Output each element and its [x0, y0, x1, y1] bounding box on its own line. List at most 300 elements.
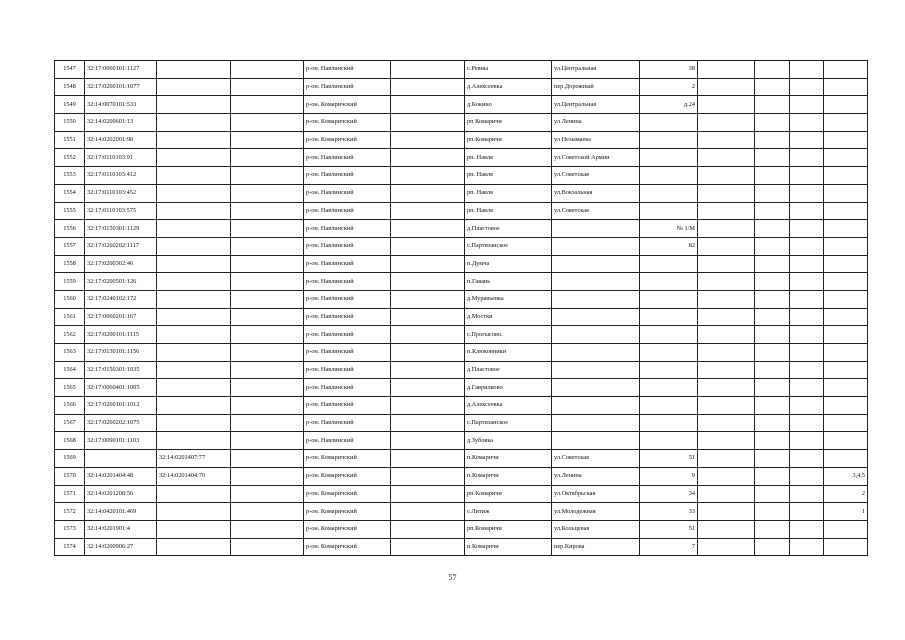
row-number-cell: 1572 — [55, 503, 85, 521]
empty-cell — [755, 344, 790, 362]
locality-cell: п.Гавань — [465, 273, 552, 291]
table-row — [55, 202, 868, 220]
street-cell: ул.Кольцевая — [552, 520, 640, 538]
empty-cell — [231, 467, 304, 485]
empty-cell — [391, 149, 465, 167]
row-number-cell: 1555 — [55, 202, 85, 220]
cadastral-number-cell: 32:17:0240102:172 — [85, 290, 157, 308]
empty-cell — [231, 361, 304, 379]
cadastral-number-cell: 32:17:0200501:126 — [85, 273, 157, 291]
empty-cell — [698, 220, 755, 238]
house-number-cell — [640, 131, 698, 149]
row-number-cell: 1558 — [55, 255, 85, 273]
locality-cell: рп. Навля — [465, 167, 552, 185]
empty-cell — [698, 78, 755, 96]
empty-cell — [231, 273, 304, 291]
street-cell: ул.Молодежная — [552, 503, 640, 521]
house-number-cell — [640, 273, 698, 291]
empty-cell — [755, 61, 790, 79]
empty-cell — [231, 379, 304, 397]
row-number-cell: 1574 — [55, 538, 85, 556]
house-number-cell — [640, 202, 698, 220]
house-number-cell: 38 — [640, 61, 698, 79]
cadastral-number-cell: 32:14:0202001:98 — [85, 131, 157, 149]
district-cell: р-он. Навлинский — [304, 344, 391, 362]
empty-cell — [391, 290, 465, 308]
empty-cell — [391, 450, 465, 468]
locality-cell: с.Ревны — [465, 61, 552, 79]
locality-cell: с.Литиж — [465, 503, 552, 521]
street-cell: ул.Советская — [552, 450, 640, 468]
empty-cell — [698, 379, 755, 397]
empty-cell — [790, 114, 824, 132]
district-cell: р-он. Комаричский — [304, 485, 391, 503]
street-cell — [552, 344, 640, 362]
cadastral-number-cell: 32:17:0090101:1103 — [85, 432, 157, 450]
house-number-cell: 2 — [640, 78, 698, 96]
cadastral-number-2-cell — [157, 538, 231, 556]
locality-cell: с.Партизанское — [465, 237, 552, 255]
cadastral-number-cell: 32:17:0110103:575 — [85, 202, 157, 220]
empty-cell — [790, 255, 824, 273]
apartment-cell — [824, 450, 868, 468]
empty-cell — [698, 538, 755, 556]
empty-cell — [231, 131, 304, 149]
apartment-cell — [824, 131, 868, 149]
apartment-cell — [824, 538, 868, 556]
house-number-cell: 7 — [640, 538, 698, 556]
empty-cell — [755, 485, 790, 503]
empty-cell — [755, 149, 790, 167]
row-number-cell: 1570 — [55, 467, 85, 485]
cadastral-number-cell: 32:17:0110103:412 — [85, 167, 157, 185]
apartment-cell — [824, 96, 868, 114]
district-cell: р-он. Навлинский — [304, 326, 391, 344]
street-cell — [552, 220, 640, 238]
row-number-cell: 1556 — [55, 220, 85, 238]
empty-cell — [231, 344, 304, 362]
locality-cell: п.Комаричи — [465, 467, 552, 485]
apartment-cell — [824, 344, 868, 362]
house-number-cell — [640, 326, 698, 344]
empty-cell — [391, 538, 465, 556]
empty-cell — [790, 78, 824, 96]
cadastral-number-cell: 32:14:0200906:27 — [85, 538, 157, 556]
empty-cell — [391, 255, 465, 273]
apartment-cell — [824, 414, 868, 432]
house-number-cell: 9 — [640, 467, 698, 485]
empty-cell — [755, 467, 790, 485]
street-cell: ул.Ленина — [552, 467, 640, 485]
table-row — [55, 432, 868, 450]
row-number-cell: 1567 — [55, 414, 85, 432]
table-row — [55, 397, 868, 415]
registry-table — [54, 60, 868, 556]
empty-cell — [755, 114, 790, 132]
street-cell — [552, 361, 640, 379]
table-row — [55, 255, 868, 273]
empty-cell — [790, 237, 824, 255]
table-row — [55, 78, 868, 96]
empty-cell — [231, 237, 304, 255]
empty-cell — [231, 114, 304, 132]
street-cell — [552, 397, 640, 415]
table-row — [55, 114, 868, 132]
empty-cell — [698, 61, 755, 79]
empty-cell — [698, 503, 755, 521]
cadastral-number-2-cell — [157, 485, 231, 503]
cadastral-number-2-cell — [157, 290, 231, 308]
table-row — [55, 149, 868, 167]
registry-body — [55, 61, 868, 556]
empty-cell — [231, 485, 304, 503]
locality-cell: с.Партизанское — [465, 414, 552, 432]
empty-cell — [790, 344, 824, 362]
empty-cell — [755, 255, 790, 273]
locality-cell: д.Пластовое — [465, 361, 552, 379]
table-row — [55, 308, 868, 326]
empty-cell — [698, 290, 755, 308]
empty-cell — [755, 308, 790, 326]
house-number-cell: 51 — [640, 450, 698, 468]
district-cell: р-он. Навлинский — [304, 237, 391, 255]
district-cell: р-он. Навлинский — [304, 308, 391, 326]
row-number-cell: 1557 — [55, 237, 85, 255]
empty-cell — [698, 308, 755, 326]
empty-cell — [698, 397, 755, 415]
apartment-cell: 3,4,5 — [824, 467, 868, 485]
empty-cell — [790, 520, 824, 538]
locality-cell: рп.Комаричи — [465, 520, 552, 538]
empty-cell — [790, 361, 824, 379]
empty-cell — [698, 255, 755, 273]
street-cell — [552, 379, 640, 397]
district-cell: р-он. Навлинский — [304, 149, 391, 167]
empty-cell — [231, 184, 304, 202]
empty-cell — [391, 167, 465, 185]
district-cell: р-он. Комаричский — [304, 131, 391, 149]
empty-cell — [231, 202, 304, 220]
district-cell: р-он. Навлинский — [304, 61, 391, 79]
row-number-cell: 1550 — [55, 114, 85, 132]
locality-cell: д.Муравьевка — [465, 290, 552, 308]
cadastral-number-cell — [85, 450, 157, 468]
locality-cell: с.Прогысово. — [465, 326, 552, 344]
apartment-cell — [824, 273, 868, 291]
empty-cell — [391, 361, 465, 379]
empty-cell — [231, 308, 304, 326]
locality-cell: д.Зубовка — [465, 432, 552, 450]
row-number-cell: 1564 — [55, 361, 85, 379]
empty-cell — [790, 538, 824, 556]
district-cell: р-он. Навлинский — [304, 432, 391, 450]
apartment-cell — [824, 397, 868, 415]
district-cell: р-он. Навлинский — [304, 202, 391, 220]
empty-cell — [391, 308, 465, 326]
house-number-cell — [640, 114, 698, 132]
empty-cell — [755, 538, 790, 556]
empty-cell — [790, 149, 824, 167]
cadastral-number-2-cell — [157, 167, 231, 185]
cadastral-number-cell: 32:17:0060201:167 — [85, 308, 157, 326]
row-number-cell: 1573 — [55, 520, 85, 538]
row-number-cell: 1568 — [55, 432, 85, 450]
table-row — [55, 503, 868, 521]
locality-cell: д.Алексеевка — [465, 397, 552, 415]
row-number-cell: 1548 — [55, 78, 85, 96]
empty-cell — [790, 414, 824, 432]
apartment-cell — [824, 379, 868, 397]
row-number-cell: 1561 — [55, 308, 85, 326]
apartment-cell — [824, 290, 868, 308]
cadastral-number-2-cell — [157, 432, 231, 450]
cadastral-number-2-cell: 32:14:0201404:70 — [157, 467, 231, 485]
locality-cell: д.Кокино — [465, 96, 552, 114]
empty-cell — [698, 149, 755, 167]
street-cell — [552, 255, 640, 273]
row-number-cell: 1552 — [55, 149, 85, 167]
empty-cell — [755, 450, 790, 468]
empty-cell — [391, 344, 465, 362]
row-number-cell: 1549 — [55, 96, 85, 114]
cadastral-number-2-cell — [157, 237, 231, 255]
district-cell: р-он. Навлинский — [304, 361, 391, 379]
locality-cell: рп.Комаричи — [465, 131, 552, 149]
row-number-cell: 1554 — [55, 184, 85, 202]
cadastral-number-2-cell — [157, 361, 231, 379]
cadastral-number-cell: 32:17:0060401:1005 — [85, 379, 157, 397]
table-row — [55, 485, 868, 503]
house-number-cell: 51 — [640, 520, 698, 538]
cadastral-number-2-cell — [157, 78, 231, 96]
table-row — [55, 237, 868, 255]
cadastral-number-cell: 32:17:0110103:452 — [85, 184, 157, 202]
apartment-cell — [824, 432, 868, 450]
district-cell: р-он. Навлинский — [304, 290, 391, 308]
street-cell — [552, 326, 640, 344]
empty-cell — [391, 326, 465, 344]
empty-cell — [231, 78, 304, 96]
house-number-cell — [640, 379, 698, 397]
table-row — [55, 414, 868, 432]
locality-cell: рп.Комаричи — [465, 485, 552, 503]
district-cell: р-он. Комаричский — [304, 538, 391, 556]
cadastral-number-cell: 32:17:0150301:1035 — [85, 361, 157, 379]
empty-cell — [755, 397, 790, 415]
street-cell — [552, 237, 640, 255]
empty-cell — [231, 167, 304, 185]
empty-cell — [231, 414, 304, 432]
table-row — [55, 184, 868, 202]
empty-cell — [790, 290, 824, 308]
street-cell: пер.Дорожный — [552, 78, 640, 96]
empty-cell — [698, 202, 755, 220]
apartment-cell — [824, 520, 868, 538]
cadastral-number-cell: 32:17:0200101:1115 — [85, 326, 157, 344]
table-row — [55, 467, 868, 485]
cadastral-number-2-cell — [157, 149, 231, 167]
row-number-cell: 1569 — [55, 450, 85, 468]
empty-cell — [755, 167, 790, 185]
district-cell: р-он. Комаричский — [304, 467, 391, 485]
district-cell: р-он. Комаричский — [304, 114, 391, 132]
apartment-cell — [824, 202, 868, 220]
empty-cell — [755, 432, 790, 450]
house-number-cell — [640, 344, 698, 362]
street-cell — [552, 273, 640, 291]
empty-cell — [231, 397, 304, 415]
table-row — [55, 538, 868, 556]
cadastral-number-2-cell — [157, 202, 231, 220]
table-row — [55, 344, 868, 362]
empty-cell — [755, 414, 790, 432]
empty-cell — [391, 184, 465, 202]
apartment-cell — [824, 78, 868, 96]
cadastral-number-2-cell — [157, 131, 231, 149]
empty-cell — [391, 96, 465, 114]
cadastral-number-cell: 32:14:0200601:13 — [85, 114, 157, 132]
empty-cell — [391, 61, 465, 79]
row-number-cell: 1566 — [55, 397, 85, 415]
cadastral-number-2-cell — [157, 414, 231, 432]
district-cell: р-он. Комаричский — [304, 520, 391, 538]
street-cell — [552, 414, 640, 432]
street-cell: ул.Центральная — [552, 96, 640, 114]
cadastral-number-cell: 32:14:0201208:56 — [85, 485, 157, 503]
cadastral-number-cell: 32:17:0060101:1127 — [85, 61, 157, 79]
empty-cell — [790, 220, 824, 238]
street-cell: ул Незымаева — [552, 131, 640, 149]
empty-cell — [231, 503, 304, 521]
empty-cell — [391, 237, 465, 255]
apartment-cell — [824, 308, 868, 326]
table-row — [55, 220, 868, 238]
empty-cell — [231, 255, 304, 273]
empty-cell — [231, 96, 304, 114]
row-number-cell: 1563 — [55, 344, 85, 362]
apartment-cell — [824, 149, 868, 167]
empty-cell — [391, 78, 465, 96]
empty-cell — [698, 114, 755, 132]
empty-cell — [231, 432, 304, 450]
row-number-cell: 1562 — [55, 326, 85, 344]
empty-cell — [790, 503, 824, 521]
empty-cell — [391, 379, 465, 397]
empty-cell — [391, 397, 465, 415]
cadastral-number-2-cell — [157, 114, 231, 132]
locality-cell: рп. Навля — [465, 184, 552, 202]
empty-cell — [790, 131, 824, 149]
locality-cell: д.Пластовое — [465, 220, 552, 238]
empty-cell — [755, 237, 790, 255]
cadastral-number-2-cell — [157, 503, 231, 521]
table-row — [55, 379, 868, 397]
empty-cell — [755, 220, 790, 238]
apartment-cell — [824, 237, 868, 255]
row-number-cell: 1553 — [55, 167, 85, 185]
empty-cell — [391, 131, 465, 149]
empty-cell — [790, 273, 824, 291]
empty-cell — [698, 96, 755, 114]
locality-cell: п.Клюковники — [465, 344, 552, 362]
cadastral-number-2-cell: 32:14:0201407:77 — [157, 450, 231, 468]
cadastral-number-2-cell — [157, 220, 231, 238]
row-number-cell: 1551 — [55, 131, 85, 149]
table-row — [55, 450, 868, 468]
house-number-cell: 33 — [640, 503, 698, 521]
row-number-cell: 1559 — [55, 273, 85, 291]
cadastral-number-2-cell — [157, 379, 231, 397]
empty-cell — [755, 361, 790, 379]
locality-cell: рп. Навля — [465, 149, 552, 167]
house-number-cell — [640, 308, 698, 326]
house-number-cell: 82 — [640, 237, 698, 255]
empty-cell — [391, 432, 465, 450]
apartment-cell — [824, 167, 868, 185]
locality-cell: д.Алексеевка — [465, 78, 552, 96]
table-row — [55, 273, 868, 291]
apartment-cell: 1 — [824, 503, 868, 521]
house-number-cell: д.24 — [640, 96, 698, 114]
empty-cell — [698, 520, 755, 538]
district-cell: р-он. Комаричский — [304, 96, 391, 114]
empty-cell — [790, 61, 824, 79]
cadastral-number-cell: 32:17:0260101:1077 — [85, 78, 157, 96]
district-cell: р-он. Навлинский — [304, 255, 391, 273]
empty-cell — [698, 450, 755, 468]
cadastral-number-2-cell — [157, 255, 231, 273]
empty-cell — [231, 520, 304, 538]
cadastral-number-cell: 32:17:0110103:91 — [85, 149, 157, 167]
street-cell — [552, 308, 640, 326]
street-cell: ул.Советская — [552, 202, 640, 220]
empty-cell — [790, 432, 824, 450]
empty-cell — [698, 184, 755, 202]
locality-cell: рп Комаричи — [465, 114, 552, 132]
row-number-cell: 1547 — [55, 61, 85, 79]
empty-cell — [231, 290, 304, 308]
apartment-cell: 2 — [824, 485, 868, 503]
cadastral-number-2-cell — [157, 273, 231, 291]
empty-cell — [790, 326, 824, 344]
apartment-cell — [824, 361, 868, 379]
house-number-cell — [640, 432, 698, 450]
empty-cell — [755, 503, 790, 521]
house-number-cell — [640, 167, 698, 185]
row-number-cell: 1560 — [55, 290, 85, 308]
empty-cell — [755, 78, 790, 96]
table-row — [55, 361, 868, 379]
district-cell: р-он. Навлинский — [304, 397, 391, 415]
cadastral-number-cell: 32:17:0260202:1075 — [85, 414, 157, 432]
empty-cell — [698, 326, 755, 344]
empty-cell — [755, 379, 790, 397]
district-cell: р-он. Навлинский — [304, 167, 391, 185]
empty-cell — [698, 273, 755, 291]
district-cell: р-он. Навлинский — [304, 379, 391, 397]
empty-cell — [391, 485, 465, 503]
empty-cell — [698, 344, 755, 362]
street-cell: ул.Октябрьская — [552, 485, 640, 503]
empty-cell — [755, 520, 790, 538]
empty-cell — [698, 432, 755, 450]
house-number-cell — [640, 290, 698, 308]
apartment-cell — [824, 220, 868, 238]
street-cell: ул.Советской Армии — [552, 149, 640, 167]
empty-cell — [698, 485, 755, 503]
empty-cell — [231, 61, 304, 79]
street-cell: ул.Центральная — [552, 61, 640, 79]
